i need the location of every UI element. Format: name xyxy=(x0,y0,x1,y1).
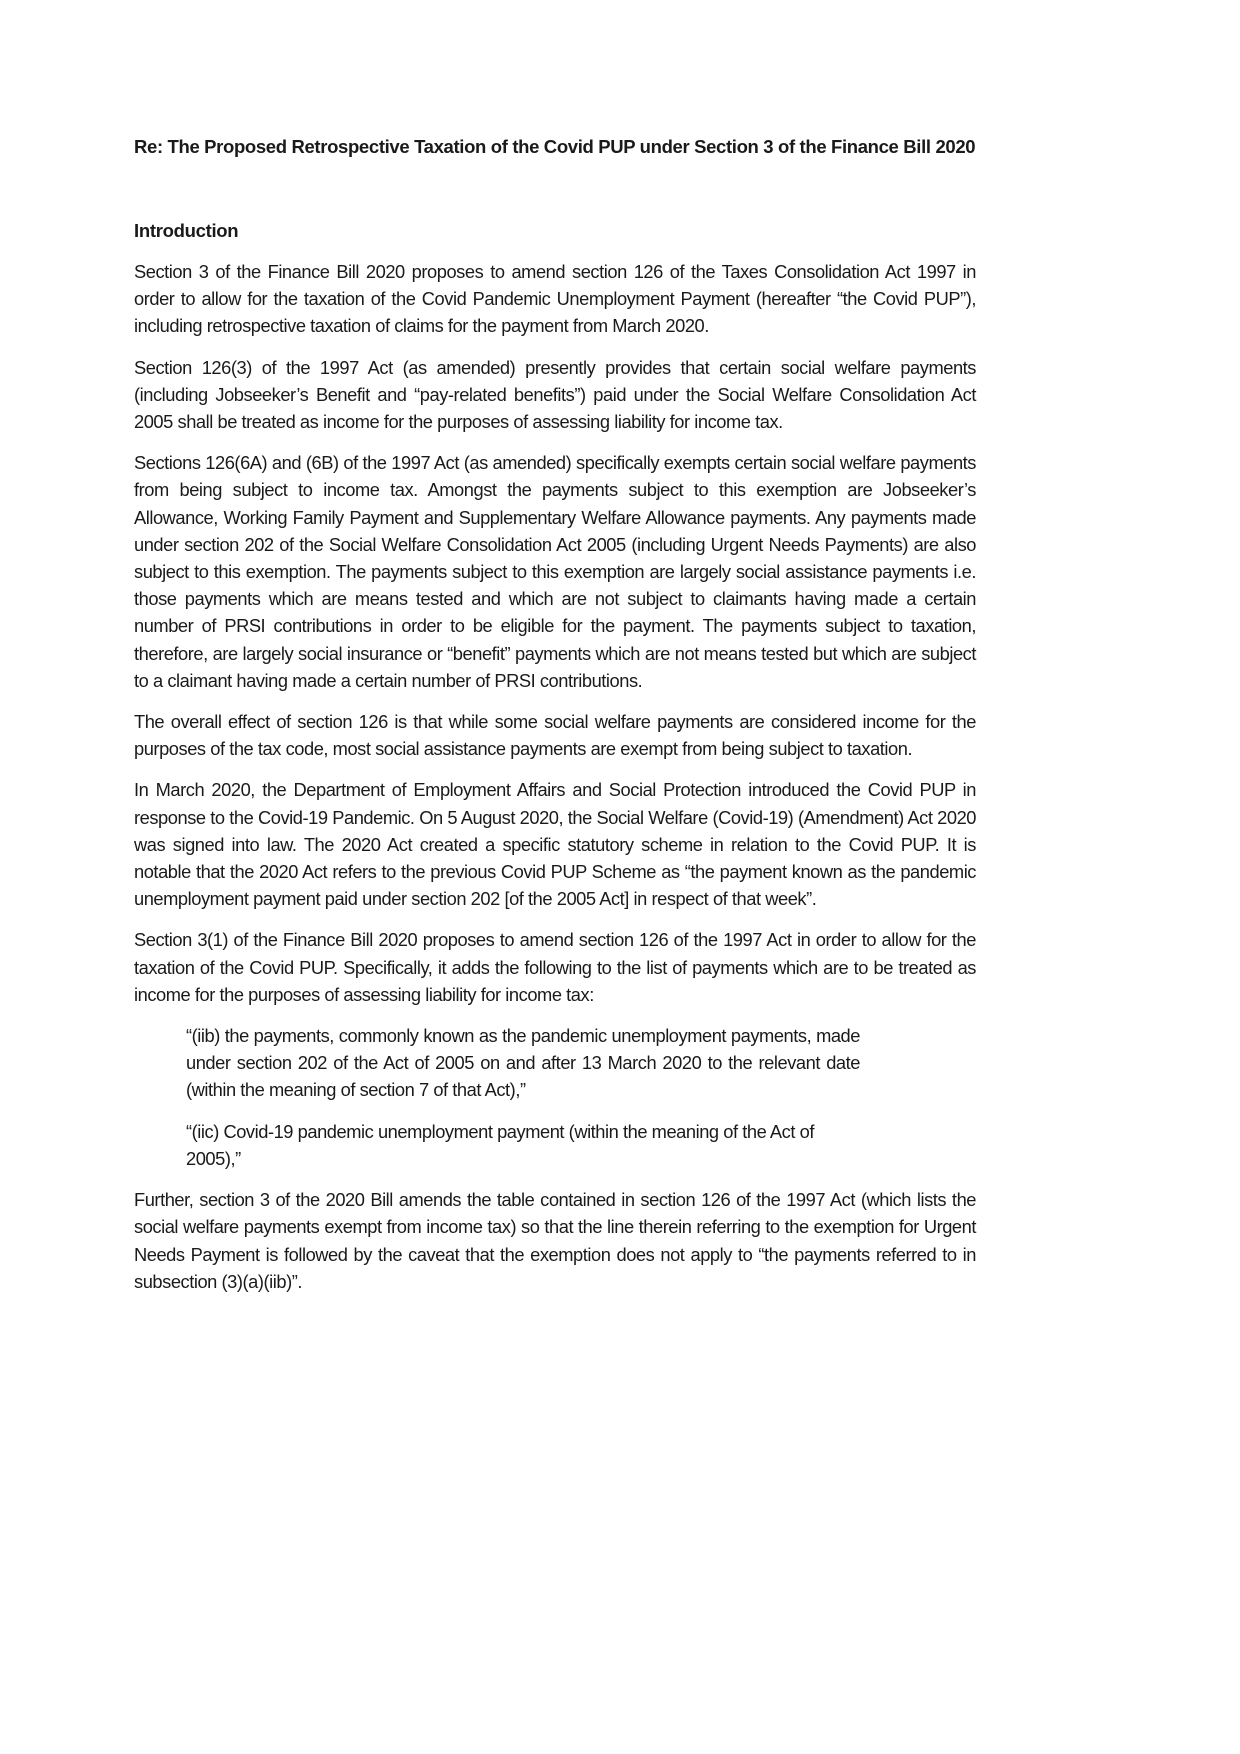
paragraph: Section 3(1) of the Finance Bill 2020 proposes to amend section 126 of the 1997 Act in order to allow for the taxation of the Covid PUP. Specifically, it adds the following to the list of payments which are to be treated as income for the purposes of assessing liability for income tax: xyxy=(134,929,976,1005)
paragraph: Further, section 3 of the 2020 Bill amends the table contained in section 126 of the 1997 Act (which lists the social welfare payments exempt from income tax) so that the line therein referring to the exemption for Urgent Needs Payment is followed by the caveat that the exemption does not apply to “the payments referred to in subsection (3)(a)(iib)”. xyxy=(134,1189,976,1292)
paragraph: Section 3 of the Finance Bill 2020 proposes to amend section 126 of the Taxes Consolidation Act 1997 in order to allow for the taxation of the Covid Pandemic Unemployment Payment (hereafter “the Covid PUP”), including retrospective taxation of claims for the payment from March 2020. xyxy=(134,261,976,337)
document-title: Re: The Proposed Retrospective Taxation of the Covid PUP under Section 3 of the Finance Bill 2020 xyxy=(134,136,976,157)
paragraph: In March 2020, the Department of Employment Affairs and Social Protection introduced the Covid PUP in response to the Covid-19 Pandemic. On 5 August 2020, the Social Welfare (Covid-19) (Amendment) Act 2020 was signed into law. The 2020 Act created a specific statutory scheme in relation to the Covid PUP. It is notable that the 2020 Act refers to the previous Covid PUP Scheme as “the payment known as the pandemic unemployment payment paid under section 202 [of the 2005 Act] in respect of that week”. xyxy=(134,779,976,910)
paragraph: Sections 126(6A) and (6B) of the 1997 Act (as amended) specifically exempts certain social welfare payments from being subject to income tax. Amongst the payments subject to this exemption are Jobseeker’s Allowance, Working Family Payment and Supplementary Welfare Allowance payments. Any payments made under section 202 of the Social Welfare Consolidation Act 2005 (including Urgent Needs Payments) are also subject to this exemption. The payments subject to this exemption are largely social assistance payments i.e. those payments which are means tested and which are not subject to claimants having made a certain number of PRSI contributions in order to be eligible for the payment. The payments subject to taxation, therefore, are largely social insurance or “benefit” payments which are not means tested but which are subject to a claimant having made a certain number of PRSI contributions. xyxy=(134,452,976,691)
section-introduction xyxy=(134,218,976,1295)
document-page xyxy=(134,134,976,1309)
section-heading: Introduction xyxy=(134,220,239,241)
paragraph: Section 126(3) of the 1997 Act (as amended) presently provides that certain social welfare payments (including Jobseeker’s Benefit and “pay-related benefits”) paid under the Social Welfare Consolidation Act 2005 shall be treated as income for the purposes of assessing liability for income tax. xyxy=(134,356,976,433)
paragraph: The overall effect of section 126 is that while some social welfare payments are considered income for the purposes of the tax code, most social assistance payments are exempt from being subject to taxation. xyxy=(134,711,976,760)
block-quote-iic: “(iic) Covid-19 pandemic unemployment payment (within the meaning of the Act of 2005),” xyxy=(186,1120,814,1169)
block-quote-iib: “(iib) the payments, commonly known as the pandemic unemployment payments, made under section 202 of the Act of 2005 on and after 13 March 2020 to the relevant date (within the meaning of section 7 of that Act),” xyxy=(186,1025,860,1101)
